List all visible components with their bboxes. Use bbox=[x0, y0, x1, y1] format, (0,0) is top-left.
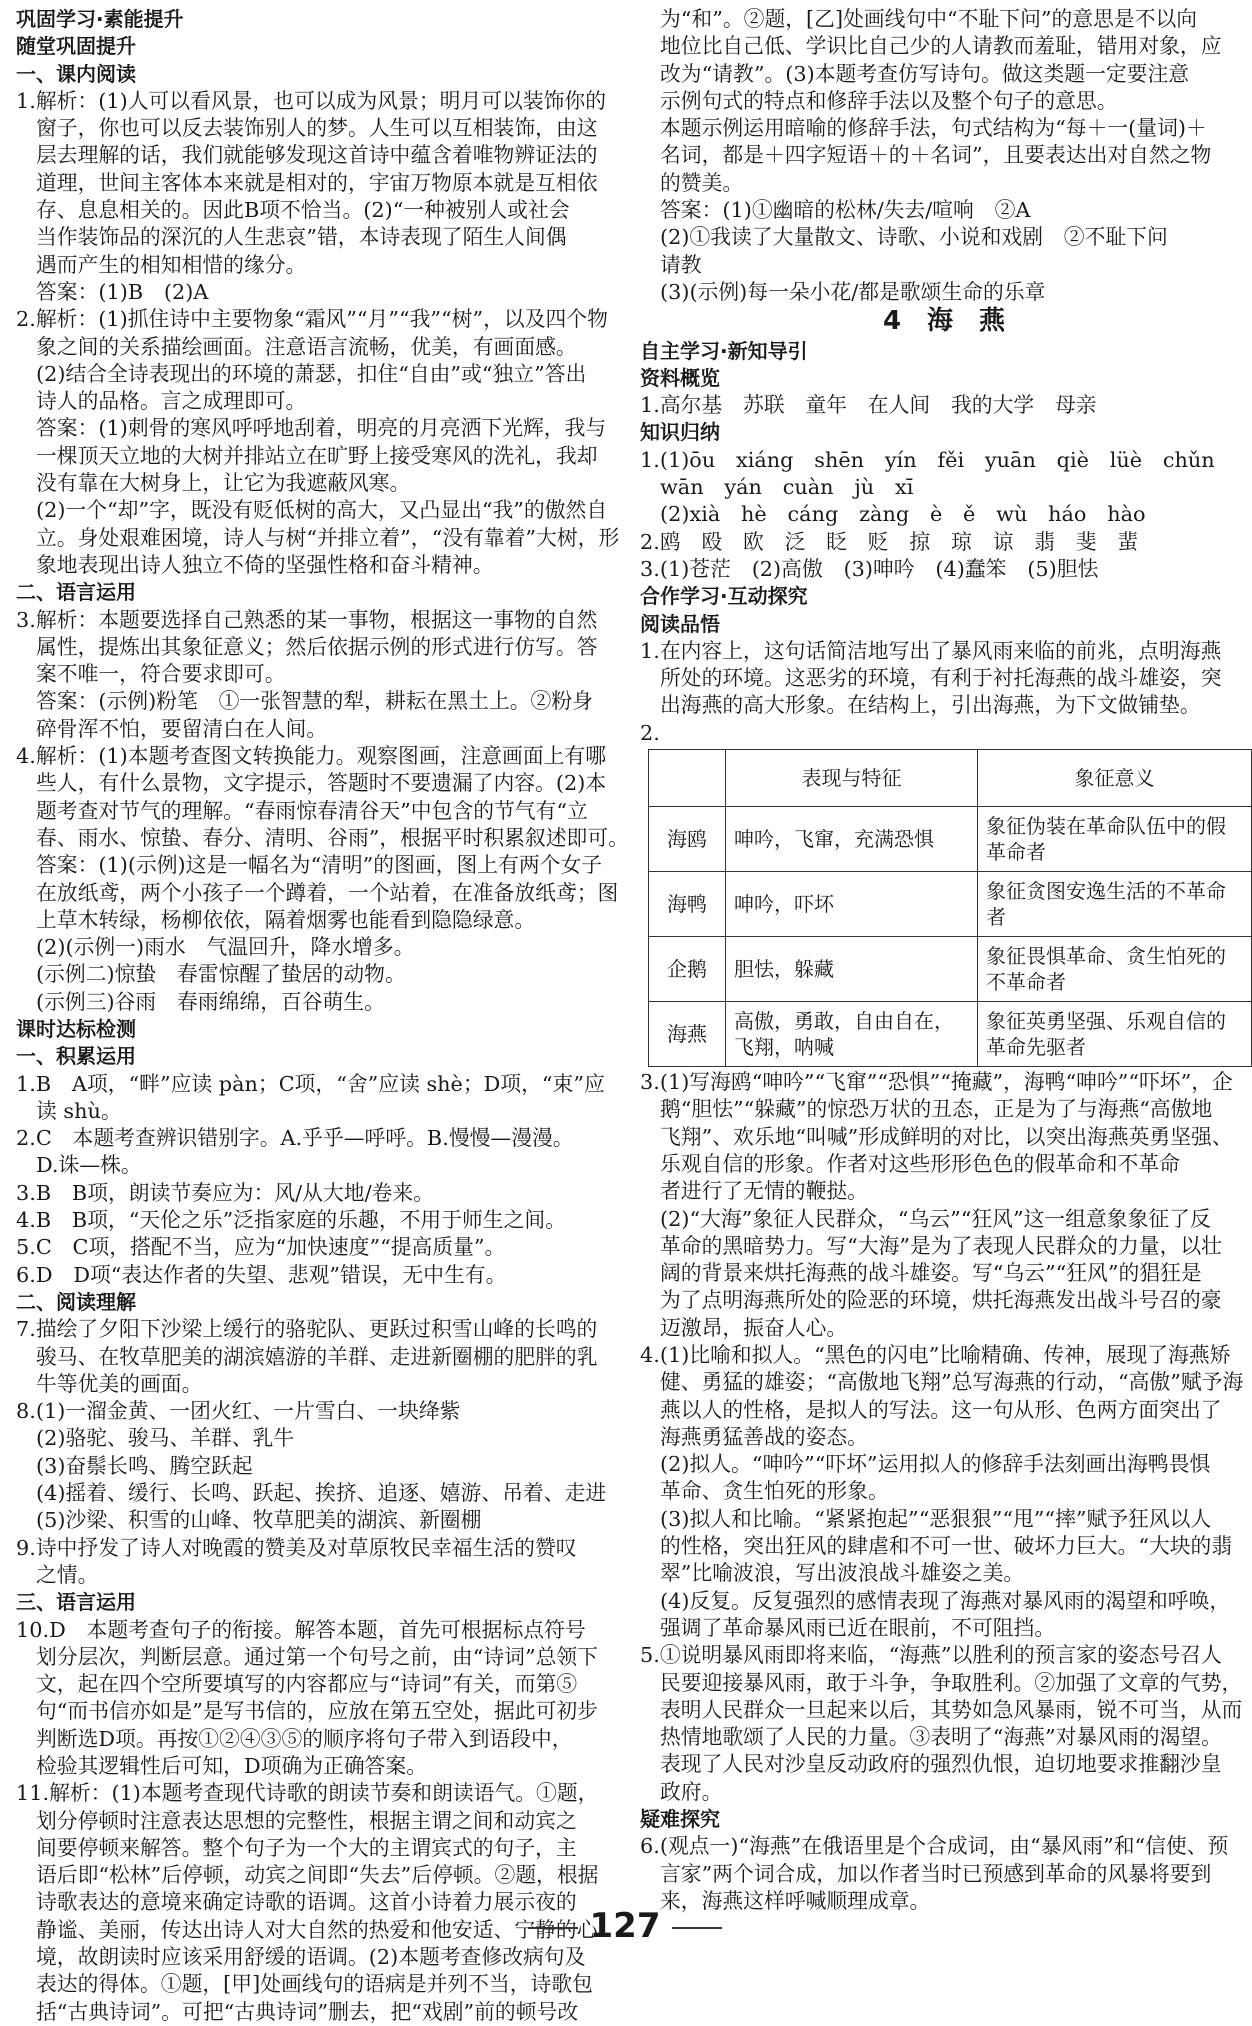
text-line: 1.高尔基 苏联 童年 在人间 我的大学 母亲 bbox=[640, 393, 1097, 418]
text-line: 牛等优美的画面。 bbox=[36, 1371, 203, 1396]
text-line: 上草木转绿，杨柳依依，隔着烟雾也能看到隐隐绿意。 bbox=[36, 907, 536, 932]
text-line: 答案：(1)刺骨的寒风呼呼地刮着，明亮的月亮洒下光辉，我与 bbox=[36, 416, 607, 441]
text-line: (3)(示例)每一朵小花/都是歌颂生命的乐章 bbox=[660, 279, 1046, 304]
text-line: 窗子，你也可以反去装饰别人的梦。人生可以互相装饰，由这 bbox=[36, 116, 598, 141]
table-row bbox=[649, 872, 1252, 937]
text-line: 语后即“松林”后停顿，动宾之间即“失去”后停顿。②题，根据 bbox=[36, 1863, 599, 1888]
text-line: (4)反复。反复强烈的感情表现了海燕对暴风雨的渴望和呼唤， bbox=[660, 1588, 1231, 1613]
table-cell-meaning: 象征伪装在革命队伍中的假革命者 bbox=[978, 807, 1252, 872]
text-line: 诗歌表达的意境来确定诗歌的语调。这首小诗着力展示夜的 bbox=[36, 1890, 577, 1915]
text-line: 8.(1)一溜金黄、一团火红、一片雪白、一块绛紫 bbox=[16, 1399, 461, 1424]
text-line: 3.解析：本题要选择自己熟悉的某一事物，根据这一事物的自然 bbox=[16, 607, 598, 632]
text-line: 言家”两个词合成，加以作者当时已预感到革命的风暴将要到 bbox=[660, 1861, 1212, 1886]
text-line: 检验其逻辑性后可知，D项确为正确答案。 bbox=[36, 1754, 428, 1778]
text-line: (2)①我读了大量散文、诗歌、小说和戏剧 ②不耻下问 bbox=[660, 225, 1168, 250]
text-line: (5)沙梁、积雪的山峰、牧草肥美的湖滨、新圈棚 bbox=[36, 1508, 482, 1533]
text-line: 所处的环境。这恶劣的环境，有利于衬托海燕的战斗雄姿，突 bbox=[660, 666, 1222, 691]
text-line: 热情地歌颂了人民的力量。③表明了“海燕”对暴风雨的渴望。 bbox=[660, 1725, 1222, 1750]
text-line: 划分层次，判断层意。通过第一个句号之前，由“诗词”总领下 bbox=[36, 1644, 598, 1669]
table-header-name bbox=[649, 750, 726, 807]
lesson-title: 4 海 燕 bbox=[882, 306, 1006, 337]
text-line: 象之间的关系描绘画面。注意语言流畅，优美，有画面感。 bbox=[36, 334, 577, 359]
section-heading: 知识归纳 bbox=[640, 420, 720, 445]
text-line: 当作装饰品的深沉的人生悲哀”错，本诗表现了陌生人间偶 bbox=[36, 225, 567, 250]
text-line: 4.B B项，“天伦之乐”泛指家庭的乐趣，不用于师生之间。 bbox=[16, 1208, 566, 1233]
text-line: 革命、贪生怕死的形象。 bbox=[660, 1479, 889, 1504]
text-line: 2.解析：(1)抓住诗中主要物象“霜风”“月”“我”“树”，以及四个物 bbox=[16, 307, 608, 332]
text-line: 政府。 bbox=[660, 1779, 723, 1804]
page-number-dash-left bbox=[528, 1927, 578, 1929]
text-line: (示例二)惊蛰 春雷惊醒了蛰居的动物。 bbox=[36, 962, 406, 987]
text-line: 1.B A项，“畔”应读 pàn；C项，“舍”应读 shè；D项，“束”应 bbox=[16, 1071, 605, 1096]
text-line: 阔的背景来烘托海燕的战斗雄姿。写“乌云”“狂风”的猖狂是 bbox=[660, 1261, 1202, 1286]
text-line: (示例三)谷雨 春雨绵绵，百谷萌生。 bbox=[36, 989, 385, 1014]
text-line: 燕以人的性格，是拟人的写法。这一句从形、色两方面突出了 bbox=[660, 1397, 1222, 1422]
text-line: 答案：(示例)粉笔 ①一张智慧的犁，耕耘在黑土上。②粉身 bbox=[36, 689, 593, 714]
text-line: 名词，都是＋四字短语＋的＋名词”，且要表达出对自然之物 bbox=[660, 143, 1212, 168]
section-heading: 二、语言运用 bbox=[16, 580, 136, 605]
text-line: 出海燕的高大形象。在结构上，引出海燕，为下文做铺垫。 bbox=[660, 693, 1201, 718]
text-line: 来，海燕这样呼喊顺理成章。 bbox=[660, 1888, 931, 1913]
text-line: 6.D D项“表达作者的失望、悲观”错误，无中生有。 bbox=[16, 1262, 507, 1287]
text-line: D.诛—株。 bbox=[36, 1153, 142, 1178]
text-line: (2)(示例一)雨水 气温回升，降水增多。 bbox=[36, 935, 415, 960]
text-line: (2)xià hè cáng zàng è ě wù háo hào bbox=[660, 502, 1146, 527]
text-line: 5.①说明暴风雨即将来临，“海燕”以胜利的预言家的姿态号召人 bbox=[640, 1643, 1222, 1668]
page-number bbox=[0, 1906, 1250, 1946]
text-line: 一棵顶天立地的大树并排站立在旷野上接受寒风的洗礼，我却 bbox=[36, 443, 598, 468]
text-line: 迈激昂，振奋人心。 bbox=[660, 1315, 848, 1340]
table-cell-name: 企鹅 bbox=[649, 937, 726, 1002]
text-line: 本题示例运用暗喻的修辞手法，句式结构为“每＋一(量词)＋ bbox=[660, 116, 1207, 141]
section-heading: 一、课内阅读 bbox=[16, 61, 136, 86]
section-heading: 课时达标检测 bbox=[16, 1016, 136, 1041]
text-line: 强调了革命暴风雨已近在眼前，不可阻挡。 bbox=[660, 1615, 1056, 1640]
text-line: 间要停顿来解答。整个句子为一个大的主谓宾式的句子，主 bbox=[36, 1835, 577, 1860]
text-line: 示例句式的特点和修辞手法以及整个句子的意思。 bbox=[660, 88, 1118, 113]
text-line: 春、雨水、惊蛰、春分、清明、谷雨”，根据平时积累叙述即可。 bbox=[36, 825, 629, 850]
page-number-dash-right bbox=[672, 1927, 722, 1929]
text-line: 为“和”。②题，[乙]处画线句中“不耻下问”的意思是不以向 bbox=[660, 7, 1198, 31]
text-line: 健、勇猛的雄姿；“高傲地飞翔”总写海燕的行动，“高傲”赋予海 bbox=[660, 1370, 1244, 1395]
text-line: 为了点明海燕所处的险恶的环境，烘托海燕发出战斗号召的豪 bbox=[660, 1288, 1222, 1313]
text-line: (2)拟人。“呻吟”“吓坏”运用拟人的修辞手法刻画出海鸭畏惧 bbox=[660, 1452, 1211, 1477]
text-line: 答案：(1)①幽暗的松林/失去/喧响 ②A bbox=[660, 198, 1031, 223]
table-row bbox=[649, 1002, 1252, 1067]
text-line: 之情。 bbox=[36, 1562, 99, 1587]
text-line: 判断选D项。再按①②④③⑤的顺序将句子带入到语段中， bbox=[36, 1726, 573, 1751]
text-line: 括“古典诗词”。可把“古典诗词”删去，把“戏剧”前的顿号改 bbox=[36, 1999, 579, 2024]
text-line: (3)奋鬃长鸣、腾空跃起 bbox=[36, 1453, 253, 1478]
text-line: 5.C C项，搭配不当，应为“加快速度”“提高质量”。 bbox=[16, 1235, 506, 1260]
table-cell-feature: 胆怯，躲藏 bbox=[726, 937, 978, 1002]
text-line: 道理，世间主客体本来就是相对的，宇宙万物原本就是互相依 bbox=[36, 170, 598, 195]
text-line: 诗人的品格。言之成理即可。 bbox=[36, 389, 307, 414]
text-line: 些人，有什么景物，文字提示，答题时不要遗漏了内容。(2)本 bbox=[36, 771, 607, 796]
table-header-meaning: 象征意义 bbox=[978, 750, 1252, 807]
text-line: 表达的得体。①题，[甲]处画线句的语病是并列不当，诗歌包 bbox=[36, 1972, 593, 1997]
table-cell-meaning: 象征贪图安逸生活的不革命者 bbox=[978, 872, 1252, 937]
text-line: 在放纸鸢，两个小孩子一个蹲着，一个站着，在准备放纸鸢；图 bbox=[36, 880, 619, 905]
text-line: 2.鸥 殴 欧 泛 眨 贬 掠 琼 谅 翡 斐 蜚 bbox=[640, 529, 1139, 554]
text-line: 读 shù。 bbox=[36, 1098, 122, 1123]
section-heading: 资料概览 bbox=[640, 365, 720, 390]
text-line: 6.(观点一)“海燕”在俄语里是个合成词，由“暴风雨”和“信使、预 bbox=[640, 1834, 1229, 1859]
text-line: 9.诗中抒发了诗人对晚霞的赞美及对草原牧民幸福生活的赞叹 bbox=[16, 1535, 577, 1560]
text-line: 2.C 本题考查辨识错别字。A.乎乎—呼呼。B.慢慢—漫漫。 bbox=[16, 1126, 574, 1151]
right-column-top bbox=[640, 6, 1248, 747]
section-heading: 自主学习·新知导引 bbox=[640, 338, 808, 363]
text-line: (2)“大海”象征人民群众，“乌云”“狂风”这一组意象象征了反 bbox=[660, 1206, 1211, 1231]
table-cell-feature: 呻吟，飞窜，充满恐惧 bbox=[726, 807, 978, 872]
text-line: 11.解析：(1)本题考查现代诗歌的朗读节奏和朗读语气。①题， bbox=[16, 1781, 599, 1806]
table-cell-feature: 呻吟，吓坏 bbox=[726, 872, 978, 937]
text-line: 飞翔”、欢乐地“叫喊”形成鲜明的对比，以突出海燕英勇坚强、 bbox=[660, 1124, 1233, 1149]
text-line: 没有靠在大树身上，让它为我遮蔽风寒。 bbox=[36, 471, 411, 496]
text-line: 答案：(1)(示例)这是一幅名为“清明”的图画，图上有两个女子 bbox=[36, 853, 603, 878]
section-heading: 三、语言运用 bbox=[16, 1590, 136, 1615]
text-line: 文，起在四个空所要填写的内容都应与“诗词”有关，而第⑤ bbox=[36, 1672, 578, 1697]
text-line: 遇而产生的相知相惜的缘分。 bbox=[36, 252, 307, 277]
text-line: 静谧、美丽，传达出诗人对大自然的热爱和他安适、宁静的心 bbox=[36, 1917, 598, 1942]
table-header-feature: 表现与特征 bbox=[726, 750, 978, 807]
table-cell-name: 海燕 bbox=[649, 1002, 726, 1067]
text-line: 地位比自己低、学识比自己少的人请教而羞耻，错用对象，应 bbox=[660, 34, 1222, 59]
text-line: 境，故朗读时应该采用舒缓的语调。(2)本题考查修改病句及 bbox=[36, 1945, 586, 1970]
text-line: 民要迎接暴风雨，敢于斗争，争取胜利。②加强了文章的气势， bbox=[660, 1670, 1243, 1695]
text-line: 属性，提炼出其象征意义；然后依据示例的形式进行仿写。答 bbox=[36, 634, 598, 659]
text-line: 1.在内容上，这句话简洁地写出了暴风雨来临的前兆，点明海燕 bbox=[640, 638, 1222, 663]
section-heading: 随堂巩固提升 bbox=[16, 34, 136, 59]
text-line: 3.(1)写海鸥“呻吟”“飞窜”“恐惧”“掩藏”，海鸭“呻吟”“吓坏”，企 bbox=[640, 1070, 1233, 1095]
symbol-table bbox=[648, 749, 1252, 1067]
table-row bbox=[649, 807, 1252, 872]
text-line: 10.D 本题考查句子的衔接。解答本题，首先可根据标点符号 bbox=[16, 1617, 586, 1642]
text-line: 案不唯一，符合要求即可。 bbox=[36, 662, 286, 687]
right-column-bottom bbox=[640, 1069, 1248, 1915]
table-row bbox=[649, 937, 1252, 1002]
section-heading: 一、积累运用 bbox=[16, 1044, 136, 1069]
text-line: 骏马、在牧草肥美的湖滨嬉游的羊群、走进新圈棚的肥胖的乳 bbox=[36, 1344, 598, 1369]
text-line: 4.(1)比喻和拟人。“黑色的闪电”比喻精确、传神，展现了海燕矫 bbox=[640, 1342, 1231, 1367]
text-line: 4.解析：(1)本题考查图文转换能力。观察图画，注意画面上有哪 bbox=[16, 744, 607, 769]
text-line: 请教 bbox=[660, 252, 702, 277]
section-heading: 阅读品悟 bbox=[640, 611, 720, 636]
table-cell-feature: 高傲，勇敢，自由自在，飞翔，呐喊 bbox=[726, 1002, 978, 1067]
text-line: 革命的黑暗势力。写“大海”是为了表现人民群众的力量，以壮 bbox=[660, 1233, 1222, 1258]
text-line: 题考查对节气的理解。“春雨惊春清谷天”中包含的节气有“立 bbox=[36, 798, 588, 823]
text-line: 鹅“胆怯”“躲藏”的惊恐万状的丑态，正是为了与海燕“高傲地 bbox=[660, 1097, 1213, 1122]
text-line: 翠”比喻波浪，写出波浪战斗雄姿之美。 bbox=[660, 1561, 1025, 1586]
text-line: (2)骆驼、骏马、羊群、乳牛 bbox=[36, 1426, 295, 1451]
text-line: 句“而书信亦如是”是写书信的，应放在第五空处，据此可初步 bbox=[36, 1699, 598, 1724]
text-line: 存、息息相关的。因此B项不恰当。(2)“一种被别人或社会 bbox=[36, 198, 570, 223]
text-line: 答案：(1)B (2)A bbox=[36, 279, 209, 304]
text-line: 立。身处艰难困境，诗人与树“并排立着”，“没有靠着”大树，形 bbox=[36, 525, 620, 550]
section-heading: 巩固学习·素能提升 bbox=[16, 7, 184, 31]
page-number-text: 127 bbox=[589, 1906, 661, 1946]
text-line: 象地表现出诗人独立不倚的坚强性格和奋斗精神。 bbox=[36, 552, 494, 577]
section-heading: 疑难探究 bbox=[640, 1807, 720, 1832]
symbol-table-header bbox=[649, 750, 1252, 807]
right-column bbox=[640, 6, 1248, 1913]
text-line: 1.(1)ōu xiáng shēn yín fěi yuān qiè lüè chǔn bbox=[640, 447, 1215, 472]
table-cell-meaning: 象征畏惧革命、贪生怕死的不革命者 bbox=[978, 937, 1252, 1002]
section-heading: 二、阅读理解 bbox=[16, 1289, 136, 1314]
text-line: (3)拟人和比喻。“紧紧抱起”“恶狠狠”“甩”“摔”赋予狂风以人 bbox=[660, 1506, 1212, 1531]
text-line: (2)一个“却”字，既没有贬低树的高大，又凸显出“我”的傲然自 bbox=[36, 498, 608, 523]
text-line: 的赞美。 bbox=[660, 170, 744, 195]
table-cell-name: 海鸭 bbox=[649, 872, 726, 937]
text-line: 3.B B项，朗读节奏应为：风/从大地/卷来。 bbox=[16, 1180, 434, 1205]
text-line: 2. bbox=[640, 720, 660, 745]
table-cell-name: 海鸥 bbox=[649, 807, 726, 872]
table-cell-meaning: 象征英勇坚强、乐观自信的革命先驱者 bbox=[978, 1002, 1252, 1067]
text-line: 表现了人民对沙皇反动政府的强烈仇恨，迫切地要求推翻沙皇 bbox=[660, 1752, 1222, 1777]
text-line: 者进行了无情的鞭挞。 bbox=[660, 1179, 868, 1204]
text-line: (2)结合全诗表现出的环境的萧瑟，扣住“自由”或“独立”答出 bbox=[36, 361, 587, 386]
text-line: (4)摇着、缓行、长鸣、跃起、挨挤、追逐、嬉游、吊着、走进 bbox=[36, 1481, 607, 1506]
text-line: 7.描绘了夕阳下沙梁上缓行的骆驼队、更跃过积雪山峰的长鸣的 bbox=[16, 1317, 598, 1342]
text-line: 1.解析：(1)人可以看风景，也可以成为风景；明月可以装饰你的 bbox=[16, 88, 607, 113]
section-heading: 合作学习·互动探究 bbox=[640, 584, 808, 609]
text-line: 海燕勇猛善战的姿态。 bbox=[660, 1424, 868, 1449]
text-line: 层去理解的话，我们就能够发现这首诗中蕴含着唯物辨证法的 bbox=[36, 143, 598, 168]
text-line: 表明人民群众一旦起来以后，其势如急风暴雨，锐不可当，从而 bbox=[660, 1697, 1243, 1722]
text-line: wān yán cuàn jù xī bbox=[660, 475, 914, 500]
text-line: 划分停顿时注意表达思想的完整性，根据主谓之间和动宾之 bbox=[36, 1808, 577, 1833]
text-line: 碎骨浑不怕，要留清白在人间。 bbox=[36, 716, 328, 741]
text-line: 乐观自信的形象。作者对这些形形色色的假革命和不革命 bbox=[660, 1151, 1180, 1176]
text-line: 3.(1)苍茫 (2)高傲 (3)呻吟 (4)蠢笨 (5)胆怯 bbox=[640, 556, 1099, 581]
text-line: 改为“请教”。(3)本题考查仿写诗句。做这类题一定要注意 bbox=[660, 61, 1190, 86]
text-line: 的性格，突出狂风的肆虐和不可一世、破坏力巨大。“大块的翡 bbox=[660, 1534, 1233, 1559]
